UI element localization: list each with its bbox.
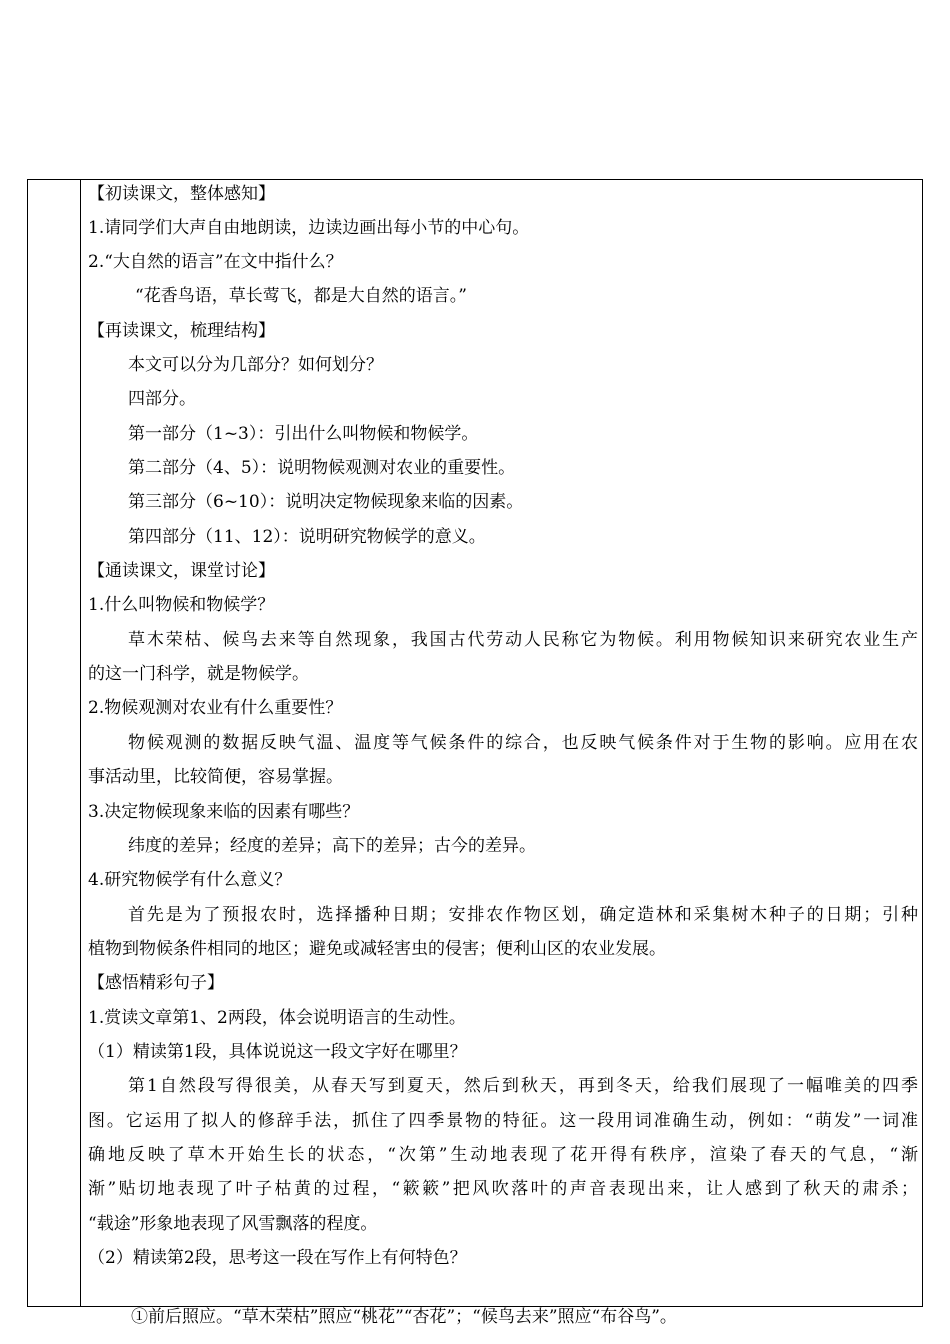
sentences-answer-line-4: 渐”贴切地表现了叶子枯黄的过程，“簌簌”把风吹落叶的声音表现出来，让人感到了秋天的肃杀；	[88, 1179, 918, 1199]
structure-question: 本文可以分为几部分？如何划分？	[128, 355, 383, 375]
sentences-answer-line-1: 第1自然段写得很美，从春天写到夏天，然后到秋天，再到冬天，给我们展现了一幅唯美的四季	[128, 1076, 918, 1096]
section-title-sentences: 【感悟精彩句子】	[88, 973, 224, 993]
question-read-aloud: 1.请同学们大声自由地朗读，边读边画出每小节的中心句。	[88, 218, 530, 238]
structure-part-1: 第一部分（1~3）：引出什么叫物候和物候学。	[128, 424, 479, 444]
sentences-answer-line-3: 确地反映了草木开始生长的状态，“次第”生动地表现了花开得有秩序，渲染了春天的气息，“渐	[88, 1145, 918, 1165]
discussion-question-2: 2.物候观测对农业有什么重要性？	[88, 698, 343, 718]
discussion-answer-2-line-2: 事活动里，比较简便，容易掌握。	[88, 767, 343, 787]
structure-part-2: 第二部分（4、5）：说明物候观测对农业的重要性。	[128, 458, 516, 478]
sentences-subquestion-2: （2）精读第2段，思考这一段在写作上有何特色？	[88, 1248, 467, 1268]
discussion-answer-4-line-1: 首先是为了预报农时，选择播种日期；安排农作物区划，确定造林和采集树木种子的日期；引种	[128, 905, 918, 925]
sentences-subquestion-1: （1）精读第1段，具体说说这一段文字好在哪里？	[88, 1042, 467, 1062]
answer-nature-language: “花香鸟语，草长莺飞，都是大自然的语言。”	[135, 286, 467, 306]
discussion-answer-1-line-2: 的这一门科学，就是物候学。	[88, 664, 309, 684]
structure-part-3: 第三部分（6~10）：说明决定物候现象来临的因素。	[128, 492, 524, 512]
discussion-question-3: 3.决定物候现象来临的因素有哪些？	[88, 802, 360, 822]
discussion-question-1: 1.什么叫物候和物候学？	[88, 595, 275, 615]
discussion-answer-2-line-1: 物候观测的数据反映气温、温度等气候条件的综合，也反映气候条件对于生物的影响。应用在农	[128, 733, 918, 753]
left-column-cell	[28, 180, 81, 1306]
discussion-answer-4-line-2: 植物到物候条件相同的地区；避免或减轻害虫的侵害；便利山区的农业发展。	[88, 939, 666, 959]
question-nature-language: 2.“大自然的语言”在文中指什么？	[88, 252, 343, 272]
discussion-answer-3: 纬度的差异；经度的差异；高下的差异；古今的差异。	[128, 836, 536, 856]
lesson-table	[27, 179, 923, 1307]
sentences-answer-line-5: “载途”形象地表现了风雪飘落的程度。	[88, 1214, 378, 1234]
section-title-discussion: 【通读课文，课堂讨论】	[88, 561, 275, 581]
sentences-question-1: 1.赏读文章第1、2两段，体会说明语言的生动性。	[88, 1008, 466, 1028]
section-title-structure: 【再读课文，梳理结构】	[88, 321, 275, 341]
sentences-subquestion-2-answer-1: ①前后照应。“草木荣枯”照应“桃花”“杏花”；“候鸟去来”照应“布谷鸟”。	[131, 1307, 677, 1327]
structure-answer: 四部分。	[128, 389, 196, 409]
discussion-question-4: 4.研究物候学有什么意义？	[88, 870, 292, 890]
structure-part-4: 第四部分（11、12）：说明研究物候学的意义。	[128, 527, 486, 547]
sentences-answer-line-2: 图。它运用了拟人的修辞手法，抓住了四季景物的特征。这一段用词准确生动，例如：“萌发”一词准	[88, 1111, 918, 1131]
section-title-first-reading: 【初读课文，整体感知】	[88, 184, 275, 204]
discussion-answer-1-line-1: 草木荣枯、候鸟去来等自然现象，我国古代劳动人民称它为物候。利用物候知识来研究农业生产	[128, 630, 918, 650]
